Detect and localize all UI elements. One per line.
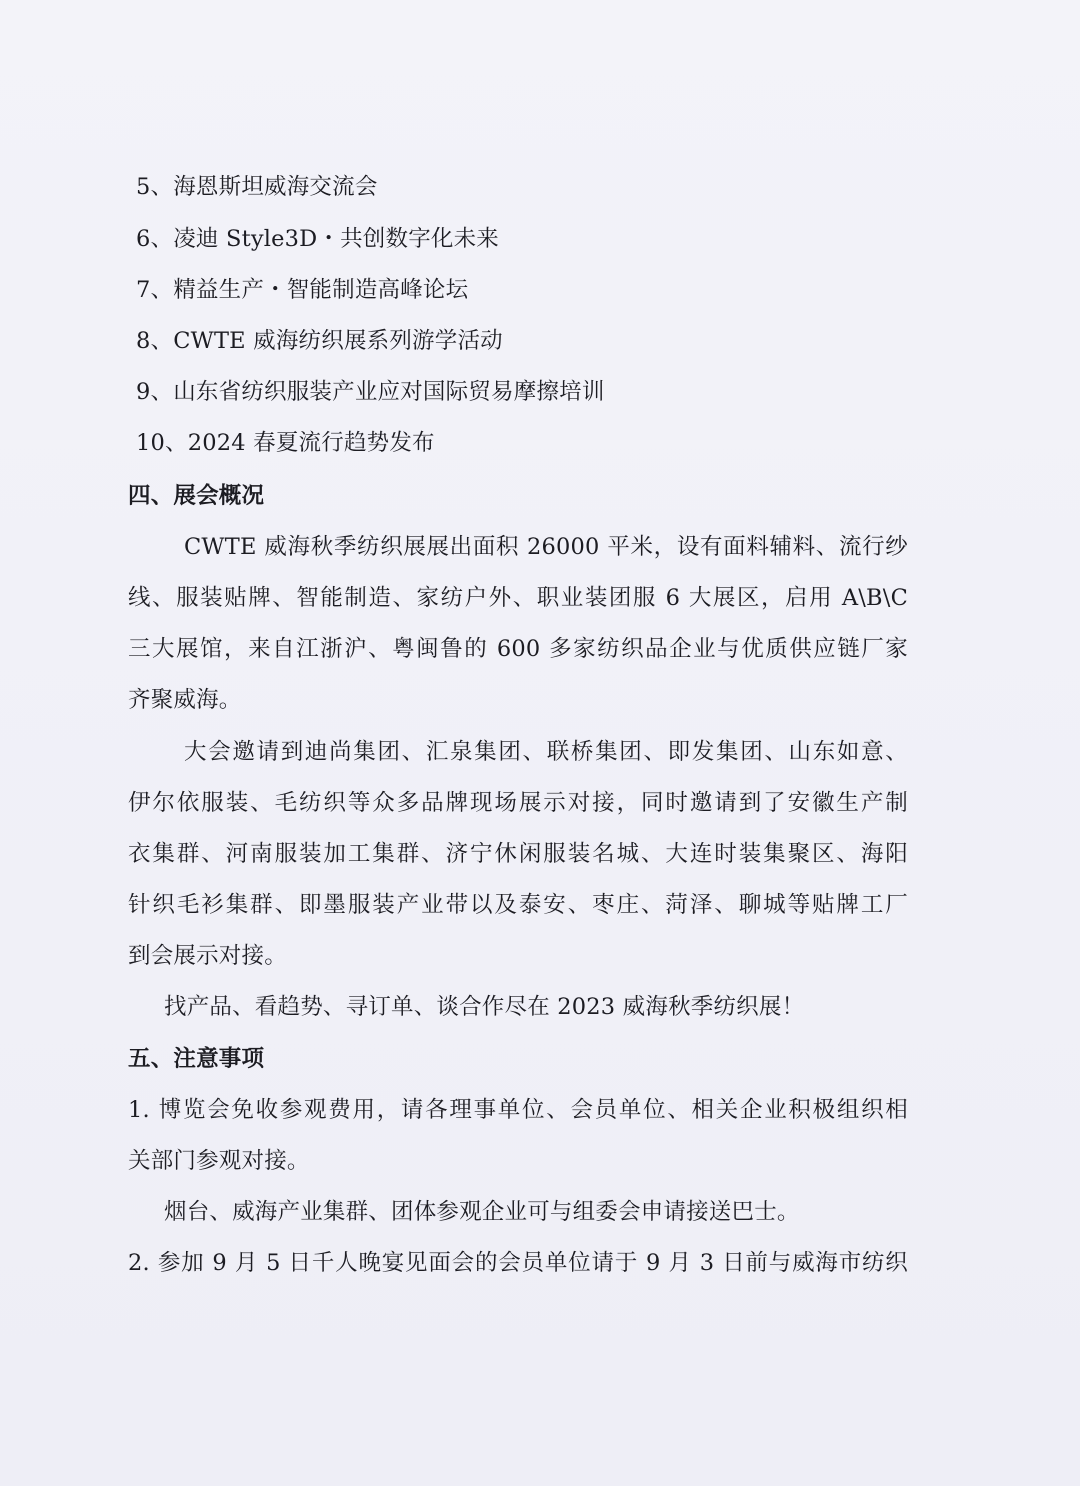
paragraph-line: 关部门参观对接。 xyxy=(128,1148,310,1174)
list-item: 5、海恩斯坦威海交流会 xyxy=(136,174,378,200)
list-item: 6、凌迪 Style3D・共创数字化未来 xyxy=(136,226,500,252)
list-item: 9、山东省纺织服装产业应对国际贸易摩擦培训 xyxy=(136,379,605,405)
list-item: 8、CWTE 威海纺织展系列游学活动 xyxy=(136,328,503,354)
paragraph-line: 找产品、看趋势、寻订单、谈合作尽在 2023 威海秋季纺织展！ xyxy=(164,994,805,1020)
section-heading-notes: 五、注意事项 xyxy=(128,1046,265,1072)
paragraph-line: 烟台、威海产业集群、团体参观企业可与组委会申请接送巴士。 xyxy=(164,1199,800,1225)
paragraph-line: 衣集群、河南服装加工集群、济宁休闲服装名城、大连时装集聚区、海阳 xyxy=(128,841,908,867)
paragraph-line: 伊尔依服装、毛纺织等众多品牌现场展示对接，同时邀请到了安徽生产制 xyxy=(128,790,908,816)
list-item: 10、2024 春夏流行趋势发布 xyxy=(136,430,435,456)
paragraph-line: 2. 参加 9 月 5 日千人晚宴见面会的会员单位请于 9 月 3 日前与威海市纺织 xyxy=(128,1250,908,1276)
paragraph-line: 三大展馆，来自江浙沪、粤闽鲁的 600 多家纺织品企业与优质供应链厂家 xyxy=(128,636,908,662)
paragraph-line: 针织毛衫集群、即墨服装产业带以及泰安、枣庄、菏泽、聊城等贴牌工厂 xyxy=(128,892,908,918)
section-heading-overview: 四、展会概况 xyxy=(128,483,265,509)
paragraph-line: 齐聚威海。 xyxy=(128,687,242,713)
paragraph-line: 到会展示对接。 xyxy=(128,943,287,969)
paragraph-line: 1. 博览会免收参观费用，请各理事单位、会员单位、相关企业积极组织相 xyxy=(128,1097,908,1123)
paragraph-line: CWTE 威海秋季纺织展展出面积 26000 平米，设有面料辅料、流行纱 xyxy=(184,534,908,560)
paragraph-line: 线、服装贴牌、智能制造、家纺户外、职业装团服 6 大展区，启用 A\B\C xyxy=(128,585,908,611)
list-item: 7、精益生产・智能制造高峰论坛 xyxy=(136,277,469,303)
paragraph-line: 大会邀请到迪尚集团、汇泉集团、联桥集团、即发集团、山东如意、 xyxy=(184,739,908,765)
